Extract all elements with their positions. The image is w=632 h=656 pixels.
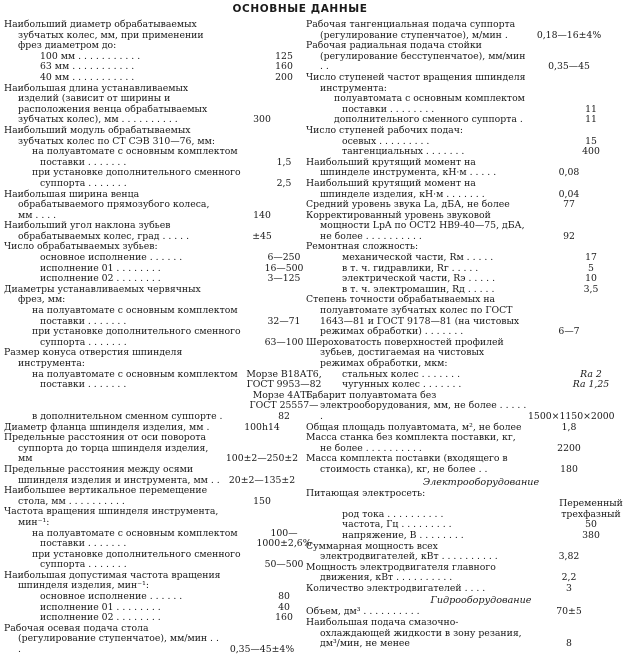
spec-row (4, 463, 296, 486)
spec-row (4, 389, 319, 423)
spec-label: на полуавтомате с основным комплектом поставки . . . . . . . (32, 146, 238, 168)
spec-value: Морзе В18АТ6, ГОСТ 9953—82 (246, 368, 322, 391)
spec-row (4, 71, 293, 84)
spec-value: 8 (566, 638, 572, 650)
spec-label: Масса комплекта поставки (входящего в стоимость станка), кг, не более . . (306, 453, 508, 475)
spec-label: при установке дополнительного сменного суппорта . . . . . . . (32, 548, 241, 571)
spec-label: основное исполнение . . . . . . (40, 252, 183, 264)
spec-row (306, 489, 596, 500)
spec-label: Число обрабатываемых зубьев: (4, 241, 158, 253)
spec-row (306, 338, 596, 370)
spec-label: напряжение, В . . . . . . . . (342, 529, 464, 541)
spec-label: Рабочая радиальная подача стойки (регулирование бесступенчатое), мм/мин . . (306, 40, 526, 73)
spec-value: 80 (278, 591, 290, 603)
spec-value: 2,2 (561, 572, 577, 584)
spec-label: Общая площадь полуавтомата, м², не более (306, 421, 522, 433)
spec-value: 0,08 (558, 167, 580, 179)
spec-value: 20±2—135±2 (228, 474, 296, 486)
spec-value: 140 (253, 209, 271, 221)
spec-label: чугунных колес . . . . . . . (342, 379, 462, 391)
spec-label: род тока . . . . . . . . . . (342, 508, 444, 520)
spec-row (306, 498, 623, 520)
spec-label: 40 мм . . . . . . . . . . . (40, 71, 135, 83)
spec-label: Предельные расстояния между осями шпинделя изделия и инструмента, мм . . (4, 463, 220, 486)
spec-value: 17 (585, 252, 597, 264)
spec-value: 200 (275, 71, 293, 83)
spec-label: Предельные расстояния от оси поворота суппорта до торца шпинделя изделия, мм (4, 432, 209, 465)
spec-label: в дополнительном сменном суппорте . (32, 410, 223, 422)
spec-row (4, 507, 286, 528)
spec-label: исполнение 02 . . . . . . . . (40, 273, 161, 285)
spec-label: Наибольший крутящий момент на шпинделе изделия, кН·м . . . . . . . (306, 177, 485, 200)
spec-value: 150 (253, 495, 271, 507)
section-heading: Гидрооборудование (430, 595, 532, 607)
spec-label: Суммарная мощность всех электродвигателей, кВт . . . . . . . . . . (306, 540, 498, 563)
spec-row (4, 20, 286, 52)
section-heading: Электрооборудование (422, 476, 540, 488)
spec-value: 125 (275, 50, 293, 62)
spec-label: Наибольший диаметр обрабатываемых зубчатых колес, мм, при применении фрез диаметром до: (4, 19, 204, 52)
right-column (306, 19, 623, 650)
spec-label: в т. ч. электромашин, Rд . . . . . (342, 283, 495, 295)
spec-row (4, 571, 286, 592)
spec-label: дополнительного сменного суппорта . (334, 114, 523, 126)
spec-value: 3,82 (558, 551, 580, 563)
spec-label: осевых . . . . . . . . . (342, 135, 430, 147)
spec-value: Ra 2 (580, 368, 602, 380)
spec-value: 92 (563, 230, 575, 242)
spec-row (4, 486, 286, 507)
spec-label: Ремонтная сложность: (306, 241, 419, 253)
spec-value: 0,18—16±4% (536, 29, 602, 41)
spec-label: частота, Гц . . . . . . . . . (342, 519, 452, 531)
spec-label: Наибольшая длина устанавливаемых изделий (зависит от ширины и расположения венца обрабатываемых зубчатых колес), мм . . . . . . . . . . (4, 82, 208, 126)
spec-value: 70±5 (556, 606, 582, 618)
spec-label: Шероховатость поверхностей профилей зубьев, достигаемая на чистовых режимах обработки, мкм: (306, 336, 504, 369)
spec-row (306, 73, 596, 94)
spec-row (306, 19, 602, 41)
spec-row (4, 368, 322, 391)
spec-label: Наибольший крутящий момент на шпинделе инструмента, кН·м . . . . . (306, 156, 497, 179)
spec-value: 11 (585, 114, 597, 126)
spec-label: Диаметр фланца шпинделя изделия, мм . (4, 421, 210, 433)
spec-label: Количество электродвигателей . . . . (306, 582, 486, 594)
spec-row (306, 211, 596, 243)
spec-row (4, 167, 292, 189)
spec-row (306, 389, 615, 423)
spec-label: Масса станка без комплекта поставки, кг, не более . . . . . . . . . . (306, 432, 516, 454)
spec-label: на полуавтомате с основным комплектом поставки . . . . . . . (32, 527, 238, 550)
spec-label: на полуавтомате с основным комплектом поставки . . . . . . . (32, 368, 238, 391)
spec-value: 2,5 (276, 177, 292, 189)
spec-value: 77 (563, 199, 575, 211)
spec-label: Корректированный уровень звуковой мощности LpA по ОСТ2 НВ9-40—75, дБА, не более . . . . . . . . . . (306, 209, 525, 242)
spec-value: 0,35—45±4% (229, 644, 295, 656)
spec-value: 50 (585, 519, 597, 531)
spec-label: стальных колес . . . . . . . (342, 368, 461, 380)
spec-row (4, 326, 304, 348)
spec-value: 400 (582, 146, 600, 158)
spec-label: Габарит полуавтомата без электрооборудования, мм, не более . . . . . . (306, 389, 527, 422)
spec-value: 3—125 (267, 273, 301, 285)
spec-label: Частота вращения шпинделя инструмента, мин⁻¹: (4, 506, 219, 528)
spec-value: Ra 1,25 (572, 379, 610, 391)
spec-label: в т. ч. гидравлики, Rг . . . . . (342, 262, 479, 274)
spec-value: 0,04 (558, 188, 580, 200)
spec-row (4, 146, 292, 168)
spec-value: 100±2—250±2 (225, 453, 299, 465)
spec-row (306, 179, 596, 200)
spec-value: 6—250 (267, 252, 301, 264)
spec-value: 3 (566, 582, 572, 594)
spec-value: 16—500 (264, 262, 304, 274)
left-column (4, 19, 322, 656)
spec-label: Объем, дм³ . . . . . . . . . . (306, 606, 420, 618)
spec-label: 100 мм . . . . . . . . . . . (40, 50, 141, 62)
spec-row (306, 94, 596, 115)
spec-value: 1500×1150×2000 (528, 410, 615, 422)
spec-value: 10 (585, 273, 597, 285)
spec-value: 160 (275, 61, 293, 73)
spec-value: 100h14 (244, 421, 280, 433)
spec-row (306, 126, 596, 137)
spec-label: исполнение 01 . . . . . . . . (40, 262, 161, 274)
spec-row (306, 295, 596, 337)
spec-label: основное исполнение . . . . . . (40, 591, 183, 603)
spec-label: исполнение 01 . . . . . . . . (40, 601, 161, 613)
page-title: ОСНОВНЫЕ ДАННЫЕ (232, 3, 368, 15)
spec-row (4, 527, 312, 550)
spec-label: Наибольшая ширина венца обрабатываемого прямозубого колеса, мм . . . . (4, 188, 210, 221)
spec-row (4, 126, 286, 147)
spec-value: 0,35—45 (548, 61, 590, 73)
spec-value: 6—7 (558, 326, 580, 338)
spec-row (306, 529, 600, 542)
spec-row (306, 584, 596, 595)
spec-label: Рабочая тангенциальная подача суппорта (регулирование ступенчатое), м/мин . (306, 19, 516, 41)
spec-row (4, 305, 301, 327)
spec-label: полуавтомата с основным комплектом поставки . . . . . . . . (334, 93, 525, 115)
spec-value: 180 (560, 463, 578, 475)
spec-value: 1,5 (276, 156, 292, 168)
spec-label: Наибольший модуль обрабатываемых зубчатых колес по СТ СЭВ 310—76, мм: (4, 124, 215, 147)
spec-value: Морзе 4АТ6, ГОСТ 25557—82 (249, 389, 319, 422)
spec-value: 300 (253, 114, 271, 126)
spec-value: 380 (582, 529, 600, 541)
spec-label: исполнение 02 . . . . . . . . (40, 612, 161, 624)
spec-row (306, 41, 596, 73)
spec-label: при установке дополнительного сменного суппорта . . . . . . . (32, 326, 241, 348)
spec-label: Рабочая осевая подача стола (регулирование ступенчатое), мм/мин . . . (4, 622, 219, 656)
spec-row (306, 158, 596, 179)
spec-label: механической части, Rм . . . . . (342, 252, 494, 264)
spec-row (306, 563, 596, 584)
spec-value: 32—71 (267, 315, 301, 327)
spec-label: 63 мм . . . . . . . . . . . (40, 61, 135, 73)
spec-label: Питающая электросеть: (306, 487, 426, 499)
spec-label: Число ступеней рабочих подач: (306, 124, 463, 136)
spec-label: электрической части, Rэ . . . . . (342, 273, 496, 285)
spec-label: Средний уровень звука La, дБА, не более (306, 199, 510, 211)
spec-value: 15 (585, 135, 597, 147)
spec-row (4, 84, 286, 126)
spec-label: Число ступеней частот вращения шпинделя инструмента: (306, 71, 526, 94)
spec-label: тангенциальных . . . . . . . (342, 146, 465, 158)
spec-row (306, 433, 596, 454)
spec-label: на полуавтомате с основным комплектом поставки . . . . . . . (32, 305, 238, 327)
spec-value: 160 (275, 612, 293, 624)
spec-row (4, 348, 286, 369)
spec-label: Наибольшая допустимая частота вращения шпинделя изделия, мин⁻¹: (4, 569, 221, 592)
spec-row (306, 618, 596, 650)
spec-label: Диаметры устанавливаемых червячных фрез, мм: (4, 283, 201, 306)
spec-label: Степень точности обрабатываемых на полуавтомате зубчатых колес по ГОСТ 1643—81 и ГОСТ 9178—81 (на чистовых режимах обработки) . . . . . . . (306, 294, 520, 338)
spec-value: 5 (588, 262, 594, 274)
spec-label: Наибольшая подача смазочно-охлаждающей жидкости в зону резания, дм³/мин, не менее (306, 617, 522, 650)
spec-value: 2200 (557, 442, 581, 454)
spec-label: Наибольший угол наклона зубьев обрабатываемых колес, град . . . . . (4, 220, 190, 242)
spec-value: 40 (278, 601, 290, 613)
spec-value: 1,8 (561, 421, 577, 433)
spec-row (306, 454, 596, 475)
spec-label: Наибольшее вертикальное перемещение стола, мм . . . . . . . . . . (4, 485, 208, 507)
spec-value: 100—1000±2,6% (256, 527, 312, 550)
spec-row (4, 285, 286, 306)
spec-row (306, 542, 596, 563)
spec-value: 11 (585, 103, 597, 115)
spec-row (4, 221, 286, 242)
spec-row (4, 190, 286, 222)
spec-value: 63—100 (264, 336, 304, 348)
spec-row (4, 622, 295, 656)
spec-row (4, 548, 304, 571)
spec-label: Размер конуса отверстия шпинделя инструмента: (4, 347, 183, 369)
spec-value: 50—500 (264, 559, 304, 571)
spec-row (4, 432, 299, 465)
spec-value: 3,5 (583, 283, 599, 295)
spec-value: ±45 (252, 230, 272, 242)
spec-value: Переменный трехфазный (559, 498, 623, 520)
spec-label: при установке дополнительного сменного суппорта . . . . . . . (32, 167, 241, 189)
spec-label: Мощность электродвигателя главного движения, кВт . . . . . . . . . . (306, 561, 496, 584)
